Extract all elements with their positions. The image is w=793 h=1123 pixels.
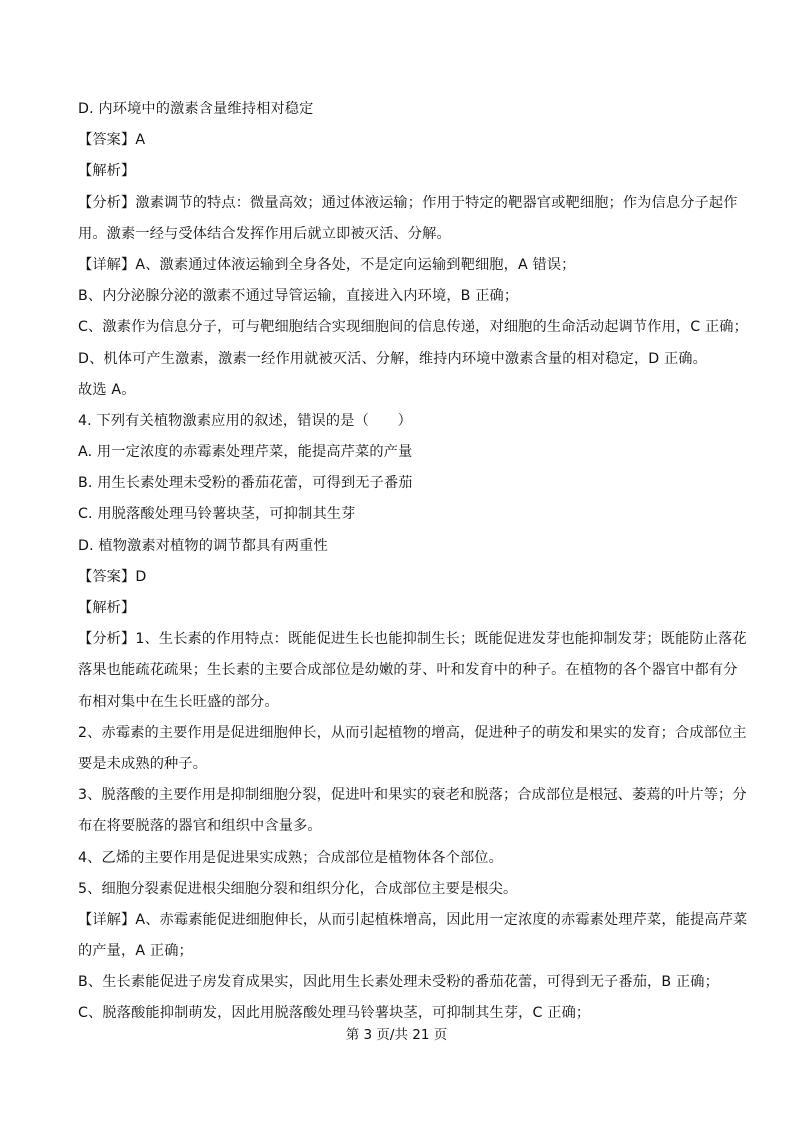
detail-line: 【详解】A、赤霉素能促进细胞伸长，从而引起植株增高，因此用一定浓度的赤霉素处理芹菜，能提高芹菜 [78, 911, 748, 928]
question-4-stem: 4. 下列有关植物激素应用的叙述，错误的是（ ） [78, 412, 412, 429]
detail-line: D、机体可产生激素，激素一经作用就被灭活、分解，维持内环境中激素含量的相对稳定，D 正确。 [78, 350, 707, 367]
analysis-line: 【分析】激素调节的特点：微量高效；通过体液运输；作用于特定的靶器官或靶细胞；作为信息分子起作 [78, 194, 738, 211]
explanation-label: 【解析】 [78, 163, 136, 180]
analysis-line: 5、细胞分裂素促进根尖细胞分裂和组织分化，合成部位主要是根尖。 [78, 880, 518, 897]
detail-line: C、激素作为信息分子，可与靶细胞结合实现细胞间的信息传递，对细胞的生命活动起调节作用，C 正确； [78, 319, 748, 336]
question-4-option-a: A. 用一定浓度的赤霉素处理芹菜，能提高芹菜的产量 [78, 444, 413, 461]
analysis-line: 落果也能疏花疏果；生长素的主要合成部位是幼嫩的芽、叶和发育中的种子。在植物的各个器官中都有分 [78, 662, 738, 679]
explanation-label: 【解析】 [78, 600, 136, 616]
option-d-previous-question: D. 内环境中的激素含量维持相对稳定 [78, 101, 314, 117]
document-body [78, 94, 748, 1030]
detail-line: B、生长素能促进子房发育成果实，因此用生长素处理未受粉的番茄花蕾，可得到无子番茄，B 正确； [78, 974, 719, 991]
analysis-line: 要是未成熟的种子。 [78, 755, 208, 772]
conclusion-line: 故选 A。 [78, 381, 136, 398]
analysis-line: 4、乙烯的主要作用是促进果实成熟；合成部位是植物体各个部位。 [78, 849, 503, 866]
analysis-line: 【分析】1、生长素的作用特点：既能促进生长也能抑制生长；既能促进发芽也能抑制发芽；既能防止落花 [78, 631, 747, 648]
answer-label: 【答案】D [78, 568, 147, 585]
analysis-line: 2、赤霉素的主要作用是促进细胞伸长，从而引起植物的增高，促进种子的萌发和果实的发育；合成部位主 [78, 724, 747, 741]
analysis-line: 布相对集中在生长旺盛的部分。 [78, 693, 279, 710]
analysis-line: 用。激素一经与受体结合发挥作用后就立即被灭活、分解。 [78, 225, 451, 242]
detail-line: 【详解】A、激素通过体液运输到全身各处，不是定向运输到靶细胞，A 错误； [78, 256, 576, 273]
detail-line: B、内分泌腺分泌的激素不通过导管运输，直接进入内环境，B 正确； [78, 288, 519, 305]
detail-line: C、脱落酸能抑制萌发，因此用脱落酸处理马铃薯块茎，可抑制其生芽，C 正确； [78, 1005, 591, 1022]
detail-line: 的产量，A 正确； [78, 943, 193, 960]
question-4-option-d: D. 植物激素对植物的调节都具有两重性 [78, 537, 328, 554]
page-number: 第 3 页/共 21 页 [345, 1027, 448, 1043]
analysis-line: 3、脱落酸的主要作用是抑制细胞分裂，促进叶和果实的衰老和脱落；合成部位是根冠、萎蔫的叶片等；分 [78, 787, 747, 804]
analysis-line: 布在将要脱落的器官和组织中含量多。 [78, 818, 322, 835]
question-4-option-b: B. 用生长素处理未受粉的番茄花蕾，可得到无子番茄 [78, 475, 413, 492]
question-4-option-c: C. 用脱落酸处理马铃薯块茎，可抑制其生芽 [78, 506, 356, 523]
answer-label: 【答案】A [78, 132, 146, 149]
